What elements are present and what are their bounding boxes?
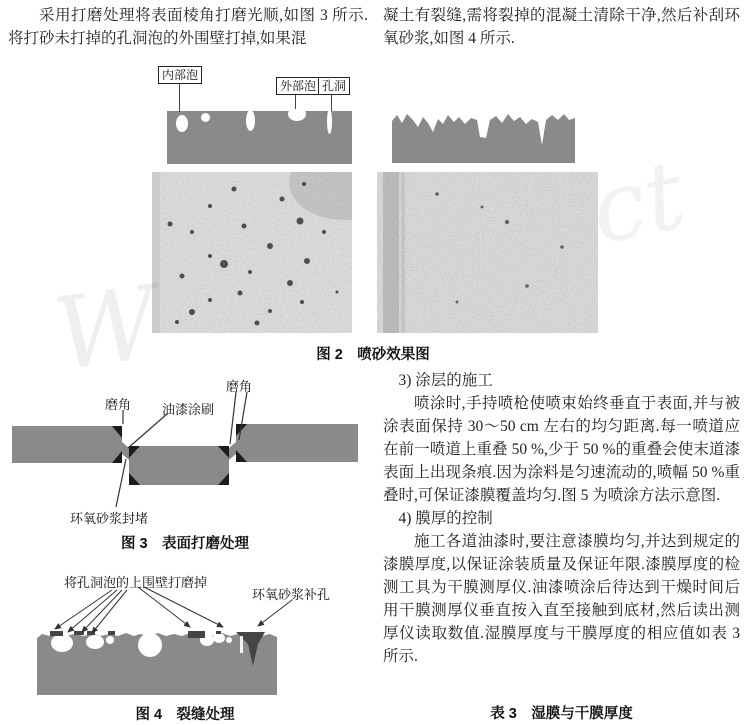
figure2-label-hole: 孔洞: [318, 77, 350, 95]
figure4-label-grind-hole-wall: 将孔洞泡的上围壁打磨掉: [64, 575, 208, 590]
figure3-label-paint-brush: 油漆涂刷: [162, 402, 215, 417]
leader-line: [331, 95, 332, 111]
section4-body: 施工各道油漆时,要注意漆膜均匀,并达到规定的漆膜厚度,以保证涂装质量及保证年限.漆膜厚度的检测工具为干膜测厚仪.油漆喷涂后待达到干燥时间后用干膜测厚仪垂直按入直至接触到底材,然后读出测厚仪读取数值.湿膜厚度与干膜厚度的相应值如表 3 所示.: [383, 533, 740, 665]
slit-hole-shape: [327, 109, 332, 134]
right-column-text: [383, 369, 740, 668]
figure4-caption: 图 4 裂缝处理: [135, 707, 235, 723]
figure3-diagram: [0, 370, 370, 530]
figure3-label-grind-corner-right: 磨角: [226, 379, 253, 394]
figure2-diagram-after-sandblast: [392, 107, 575, 163]
section3-body: 喷涂时,手持喷枪使喷束始终垂直于表面,并与被涂表面保持 30～50 cm 左右的均匀距离.每一喷道应在前一喷道上重叠 50 %,少于 50 %的重叠会使末道漆表面上出现条痕.因为涂料是匀速流动的,喷幅 50 %重叠时,可保证漆膜覆盖均匀.图 5 为喷涂方法示意图.: [383, 395, 740, 504]
figure3-caption: 图 3 表面打磨处理: [120, 536, 250, 552]
figure3-label-grind-corner-left: 磨角: [105, 397, 132, 412]
figure2-caption: 图 2 喷砂效果图: [316, 347, 430, 363]
watermark-letter-w: W: [47, 263, 166, 394]
watermark-letter-ct: ct: [581, 139, 694, 267]
leader-line: [179, 84, 180, 112]
figure2-label-external-bubble: 外部泡: [276, 77, 320, 95]
photo-concrete-before: [152, 172, 352, 333]
intro-paragraph-right: 凝土有裂缝,需将裂掉的混凝土清除干净,然后补刮环氧砂浆,如图 4 所示.: [383, 7, 740, 47]
figure2-diagram-before-sandblast: [167, 111, 352, 164]
section4-heading: 4) 膜厚的控制: [398, 510, 493, 527]
intro-paragraph-left: 采用打磨处理将表面棱角打磨光顺,如图 3 所示.将打砂未打掉的孔洞泡的外围壁打掉,如果混: [8, 7, 368, 47]
figure4-crack-treatment: [0, 556, 370, 725]
figure2-sandblast-effect: [0, 60, 746, 362]
deep-hole-shape: [246, 110, 255, 131]
section3-heading: 3) 涂层的施工: [398, 372, 493, 389]
internal-bubble-shape: [176, 115, 188, 132]
figure3-surface-grinding: [0, 370, 370, 556]
photo-concrete-after: [377, 172, 598, 333]
table3-caption: 表 3 湿膜与干膜厚度: [490, 706, 633, 722]
small-bubble-shape: [201, 113, 210, 122]
figure2-label-internal-bubble: 内部泡: [158, 66, 202, 84]
figure3-label-epoxy-seal: 环氧砂浆封堵: [70, 511, 149, 526]
leader-line: [295, 95, 296, 109]
figure4-label-epoxy-fill: 环氧砂浆补孔: [252, 587, 331, 602]
external-bubble-shape: [288, 107, 306, 121]
